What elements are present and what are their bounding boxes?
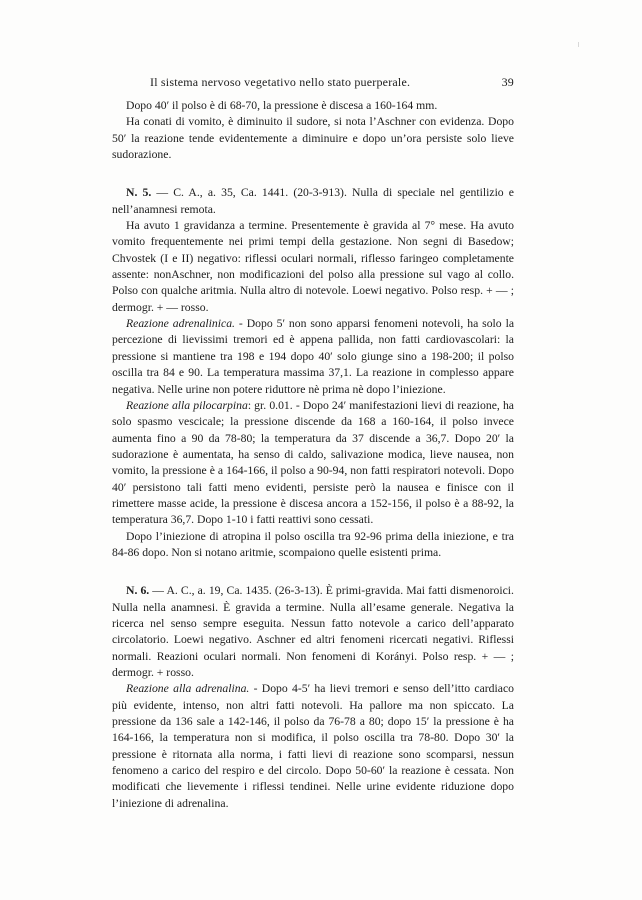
paragraph-intro-2: Ha conati di vomito, è diminuito il sudore, si nota l’Aschner con evidenza. Dopo 50′ la reazione tende evidentemente a diminuire e dopo un’ora persiste solo lieve sudorazione.	[112, 115, 514, 162]
paragraph-intro-1: Dopo 40′ il polso è di 68-70, la pressione è discesa a 160-164 mm.	[126, 99, 438, 112]
case-6-adrenalin	[112, 681, 514, 812]
case-6-opening-text: — A. C., a. 19, Ca. 1435. (26-3-13). È primi-gravida. Mai fatti dismenoroici. Nulla nella anamnesi. È gravida a termine. Nulla all’esame generale. Negativa la ricerca nel senso sempre eseguita. Nessun fatto notevole a carico dell’apparato circolatorio. Loewi negativo. Aschner ed altri fenomeni ricercati negativi. Riflessi normali. Reazioni oculari normali. Non fenomeni di Korányi. Polso resp. + — ; dermogr. + rosso.	[112, 584, 514, 679]
scan-mark	[578, 42, 579, 47]
case-5-history: Ha avuto 1 gravidanza a termine. Presentemente è gravida al 7° mese. Ha avuto vomito frequentemente nei primi tempi della gestazione. Non segni di Basedow; Chvostek (I e II) negativo: riflessi oculari normali, riflesso faringeo completamente assente: nonAschner, non modificazioni del polso alla pressione sul vago al collo. Polso con qualche aritmia. Nulla altro di notevole. Loewi negativo. Polso resp. + — ; dermogr. + — rosso.	[112, 219, 514, 314]
page-number: 39	[501, 75, 514, 89]
case-5-pilocarpine	[112, 398, 514, 529]
case-5-pilocarpine-label: Reazione alla pilocarpina	[126, 398, 248, 412]
case-6-adrenalin-text: - Dopo 4-5′ ha lievi tremori e senso dell’itto cardiaco più evidente, intenso, non altri fatti notevoli. Ha pallore ma non spiccato. La pressione da 136 sale a 142-146, il polso da 76-78 a 80; dopo 15′ la pressione è ha 164-166, la temperatura non si modifica, il polso oscilla tra 78-80. Dopo 30′ la pressione è ritornata alla norma, i fatti lievi di reazione sono scomparsi, nessun fenomeno a carico del respiro e del circolo. Dopo 50-60′ la reazione è cessata. Non modificati che lievemente i riflessi tendinei. Nelle urine evidente riduzione dopo l’iniezione di adrenalina.	[112, 682, 514, 810]
running-head	[112, 75, 514, 93]
case-6-adrenalin-label: Reazione alla adrenalina.	[126, 682, 250, 696]
case-6-number: N. 6.	[126, 584, 150, 598]
running-title: Il sistema nervoso vegetativo nello stato puerperale.	[150, 75, 411, 89]
case-5-adrenalin-label: Reazione adrenalinica.	[126, 317, 235, 331]
case-5-pilocarpine-text: : gr. 0.01. - Dopo 24′ manifestazioni lievi di reazione, ha solo spasmo vescicale; la pressione discende da 168 a 160-164, il polso invece aumenta fino a 90 da 78-80; la temperatura da 37 discende a 36,7. Dopo 20′ la sudorazione è aumentata, ha senso di caldo, salivazione modica, lieve nausea, non vomito, la pressione è a 164-166, il polso a 90-94, non fatti respiratori notevoli. Dopo 40′ persistono tali fatti meno evidenti, persiste però la nausea e finisce con il rimettere masse acide, la pressione è discesa ancora a 152-156, il polso è a 88-92, la temperatura 36,7. Dopo 1-10 i fatti reattivi sono cessati.	[112, 398, 514, 527]
case-6-opening	[112, 583, 514, 681]
body-text	[112, 98, 514, 812]
case-5-adrenalin	[112, 316, 514, 398]
case-5-adrenalin-text: - Dopo 5′ non sono apparsi fenomeni notevoli, ha solo la percezione di lievissimi tremori ed è appena pallida, non fatti cardiovascolari: la pressione si mantiene tra 198 e 194 dopo 40′ solo giunge sino a 198-200; il polso oscilla tra 84 e 90. La temperatura massima 37,1. La reazione in complesso appare negativa. Nelle urine non potere riduttore nè prima nè dopo l’iniezione.	[112, 317, 515, 396]
case-5-atropine: Dopo l’iniezione di atropina il polso oscilla tra 92-96 prima della iniezione, e tra 84-86 dopo. Non si notano aritmie, scompaiono quelle esistenti prima.	[112, 529, 514, 559]
case-5-number: N. 5.	[126, 186, 152, 200]
case-5-opening	[112, 185, 514, 218]
case-5-opening-text: — C. A., a. 35, Ca. 1441. (20-3-913). Nulla di speciale nel gentilizio e nell’anamnesi remota.	[112, 186, 514, 216]
